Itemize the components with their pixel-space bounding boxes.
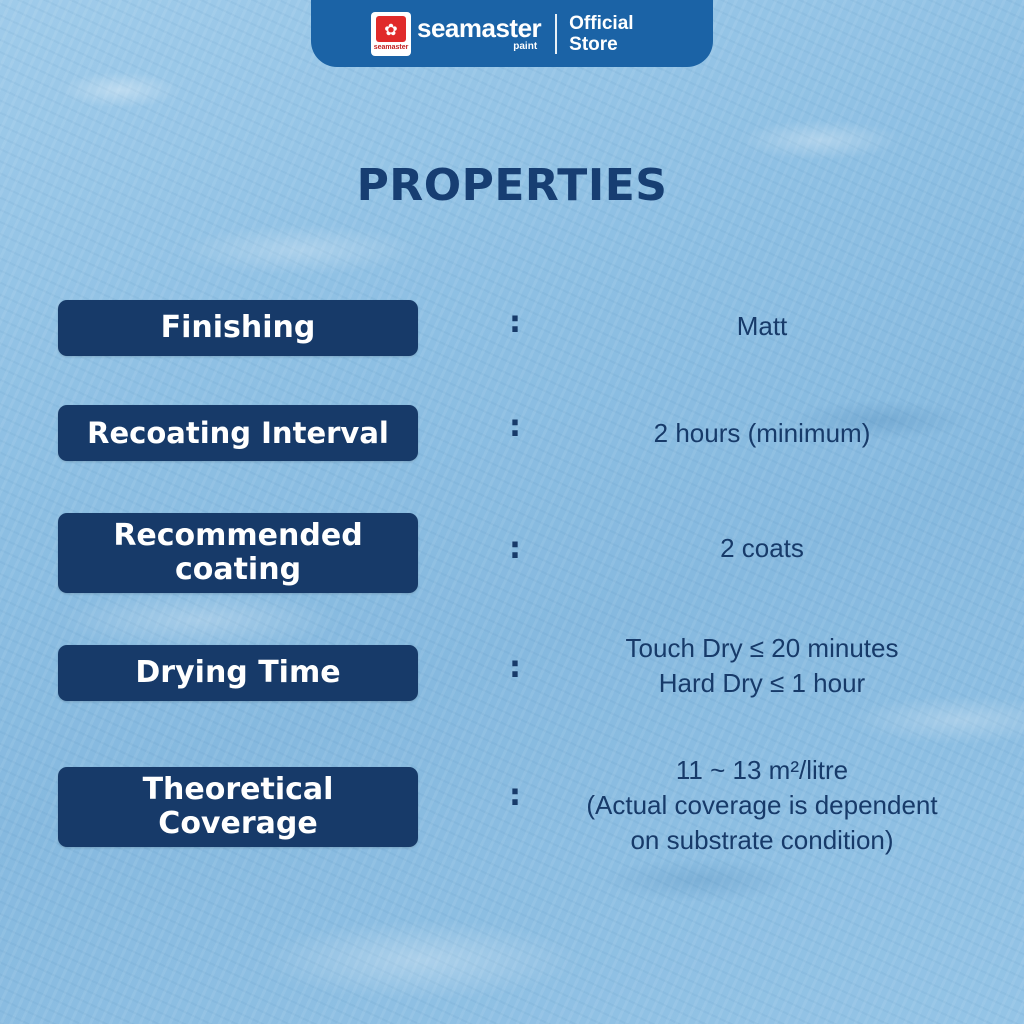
label-line: Coverage [158,806,318,841]
property-value-recommended-coating [540,531,984,566]
property-label-drying-time: Drying Time [58,645,418,701]
brand-emblem-icon: ✿ [376,16,406,42]
property-value-finishing [540,309,984,344]
value-line: (Actual coverage is dependent [586,790,938,820]
official-store-label [569,13,633,55]
value-line: 11 ~ 13 m²/litre [675,755,849,785]
logo-mini-text: seamaster [373,44,409,51]
brand-wordmark [417,15,541,52]
label-line: Theoretical [142,772,334,807]
property-label-theoretical-coverage [58,767,418,847]
value-line: 2 hours (minimum) [653,418,871,448]
property-label-recoating-interval: Recoating Interval [58,405,418,461]
value-line: Touch Dry ≤ 20 minutes [625,633,899,663]
seamaster-logo [371,12,411,56]
store-line-2: Store [569,33,618,55]
value-line: 2 coats [720,533,804,563]
separator-colon: : [509,305,521,340]
value-line: Matt [736,311,788,341]
store-line-1: Official [569,12,634,34]
separator-colon: : [509,778,521,813]
property-label-finishing: Finishing [58,300,418,356]
brand-header-tab [311,0,713,67]
property-value-recoating-interval [540,416,984,451]
page-title: PROPERTIES [356,160,668,211]
value-line: on substrate condition) [630,825,894,855]
label-line: coating [174,552,302,587]
brand-name: seamaster [417,13,542,43]
separator-colon: : [509,409,521,444]
header-divider [555,14,557,54]
property-label-recommended-coating [58,513,418,593]
value-line: Hard Dry ≤ 1 hour [658,668,866,698]
property-value-drying-time [540,631,984,701]
separator-colon: : [509,531,521,566]
label-line: Recommended [113,518,363,553]
brand-sub: paint [513,41,538,52]
separator-colon: : [509,650,521,685]
property-value-theoretical-coverage [540,753,984,858]
